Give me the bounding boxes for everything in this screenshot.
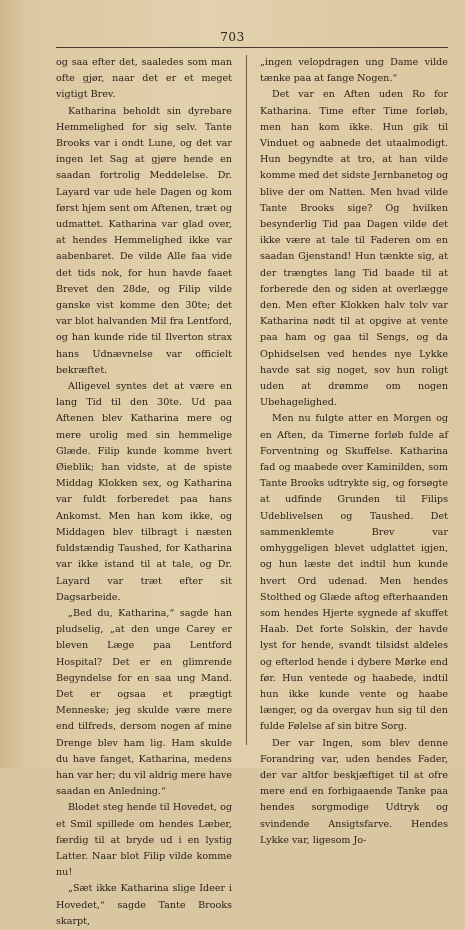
paragraph: „Bed du, Katharina,“ sagde han pludselig, „at den unge Carey er bleven Læge paa Lentford Hospital? Det er en glimrende Begyndelse for en saa ung Mand. Det er ogsaa et prægtigt Menneske; jeg skulde være mere end tilfreds, dersom nogen af mine Drenge blev ham lig. Ham skulde du have fanget, Katharina, medens han var her; du vil aldrig mere have saadan en Anledning.“ — [56, 607, 232, 798]
paragraph: „ingen velopdragen ung Dame vilde tænke paa at fange Nogen.“ — [260, 57, 448, 85]
paragraph: „Sæt ikke Katharina slige Ideer i Hovedet,“ sagde Tante Brooks skarpt, — [56, 883, 232, 927]
column-divider — [246, 55, 247, 745]
paragraph: Alligevel syntes det at være en lang Tid til den 30te. Ud paa Aftenen blev Katharina mere og mere urolig med sin hemmelige Glæde. Filip kunde komme hvert Øieblik; han vidste, at de spiste Middag Klokken sex, og Katharina var fuldt forberedet paa hans Ankomst. Men han kom ikke, og Middagen blev tilbragt i næsten fuldstændig Taushed, for Katharina var ikke istand til at tale, og Dr. Layard var træt efter sit Dagsarbeide. — [56, 381, 232, 603]
right-column — [260, 55, 448, 846]
page-number: 703 — [220, 30, 245, 44]
left-column — [56, 55, 232, 927]
paragraph: Blodet steg hende til Hovedet, og et Smil spillede om hendes Læber, færdig til at bryde ud i en lystig Latter. Naar blot Filip vilde komme nu! — [56, 802, 232, 879]
paragraph: Katharina beholdt sin dyrebare Hemmelighed for sig selv. Tante Brooks var i ondt Lune, og det var ingen let Sag at gjøre hende en saadan fortrolig Meddelelse. Dr. Layard var ude hele Dagen og kom først hjem sent om Aftenen, træt og udmattet. Katharina var glad over, at hendes Hemmelighed ikke var aabenbaret. De vilde Alle faa vide det tids nok, for hun havde faaet Brevet den 28de, og Filip vilde ganske vist komme den 30te; det var blot halvanden Mil fra Lentford, og han kunde ride til Ilverton strax hans Udnævnelse var officielt bekræftet. — [56, 105, 232, 376]
paragraph: og saa efter det, saaledes som man ofte gjør, naar det er et meget vigtigt Brev. — [56, 57, 232, 101]
paragraph: Men nu fulgte atter en Morgen og en Aften, da Timerne forløb fulde af Forventning og Skuffelse. Katharina fad og maabede over Kaminilden, som Tante Brooks udtrykte sig, og forsøgte at udfinde Grunden til Filips Udeblivelsen og Taushed. Det sammenklemte Brev var omhyggeligen blevet udglattet igjen, og hun læste det indtil hun kunde hvert Ord udenad. Men hendes Stolthed og Glæde aftog efterhaanden som hendes Hjerte sygnede af skuffet Haab. Det forte Solskin, der havde lyst for hende, svandt tilsidst aldeles og efterlod hende i dybere Mørke end før. Hun ventede og haabede, indtil hun ikke kunde vente og haabe længer, og da overgav hun sig til den fulde Følelse af sin bitre Sorg. — [260, 413, 448, 733]
header-rule — [56, 47, 448, 48]
paragraph: Der var Ingen, som blev denne Forandring var, uden hendes Fader, der var altfor beskjæftiget til at ofre mere end en forbigaaende Tanke paa hendes sorgmodige Udtryk og svindende Ansigtsfarve. Hendes Lykke var, ligesom Jo- — [260, 737, 448, 846]
paragraph: Det var en Aften uden Ro for Katharina. Time efter Time forløb, men han kom ikke. Hun gik til Vinduet og aabnede det utaalmodigt. Hun begyndte at tro, at han vilde komme med det sidste Jernbanetog og blive der om Natten. Men hvad vilde Tante Brooks sige? Og hvilken besynderlig Tid paa Dagen vilde det ikke være at tale til Faderen om en saadan Gjenstand! Hun tænkte sig, at der trængtes lang Tid baade til at forberede den og siden at overlægge den. Men efter Klokken halv tolv var Katharina nødt til at opgive at vente paa ham og gaa til Sengs, og da Ophidselsen ved hendes nye Lykke havde sat sig noget, sov hun roligt uden at drømme om nogen Ubehagelighed. — [260, 89, 448, 409]
